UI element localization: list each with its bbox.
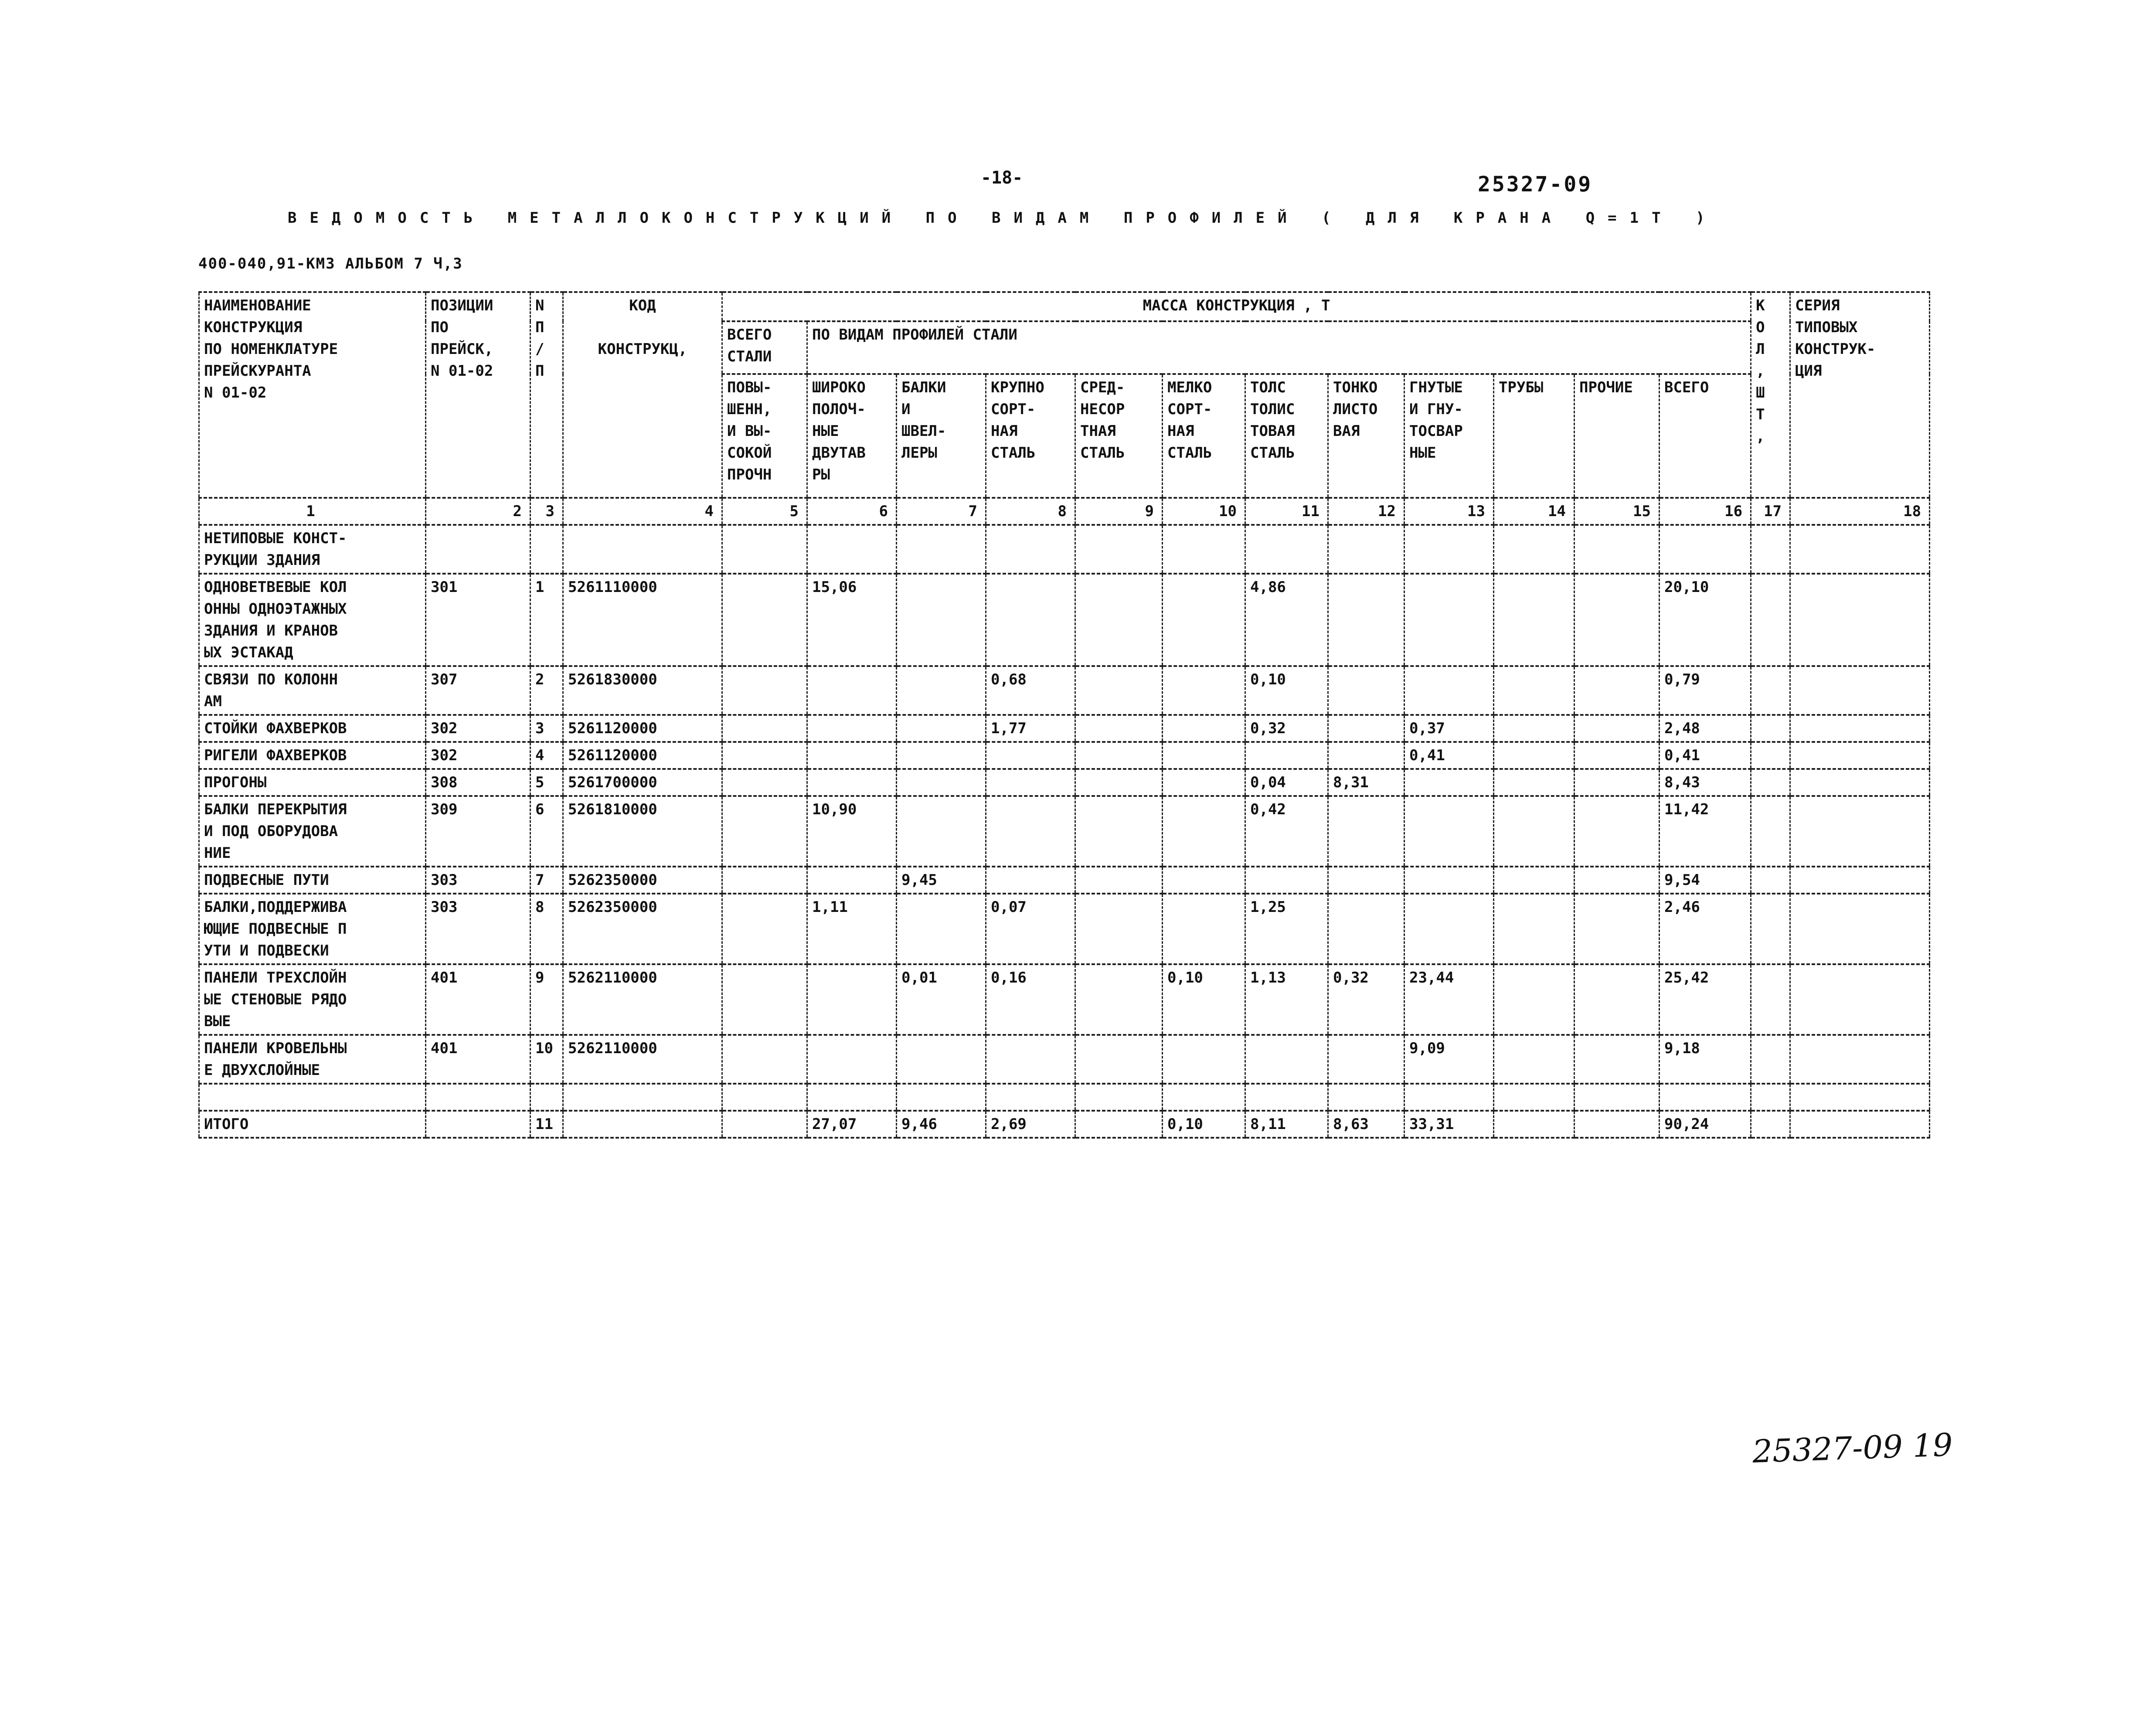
cell-empty xyxy=(1328,1084,1404,1111)
colnum: 13 xyxy=(1404,498,1494,525)
cell-empty xyxy=(530,1084,563,1111)
cell-pos xyxy=(426,525,530,574)
cell-c7 xyxy=(897,715,986,742)
cell-c8: 0,16 xyxy=(986,964,1075,1035)
header-item-number: N П / П xyxy=(530,292,563,498)
cell-c11: 4,86 xyxy=(1245,574,1328,666)
cell-c12 xyxy=(1328,742,1404,769)
cell-pos: 302 xyxy=(426,742,530,769)
cell-c9 xyxy=(1075,525,1163,574)
cell-c15 xyxy=(1574,1111,1660,1138)
cell-c5 xyxy=(722,1035,807,1084)
cell-c8 xyxy=(986,1035,1075,1084)
cell-c18 xyxy=(1790,964,1930,1035)
cell-c9 xyxy=(1075,715,1163,742)
cell-c12 xyxy=(1328,574,1404,666)
cell-c7 xyxy=(897,742,986,769)
cell-empty xyxy=(199,1084,426,1111)
header-col13: ГНУТЫЕ И ГНУ- ТОСВАР НЫЕ xyxy=(1404,374,1494,498)
handwritten-annotation: 25327-09 19 xyxy=(1751,1426,1953,1470)
cell-c14 xyxy=(1494,964,1574,1035)
cell-empty xyxy=(1075,1084,1163,1111)
cell-c16: 2,48 xyxy=(1660,715,1751,742)
cell-empty xyxy=(1494,1084,1574,1111)
cell-c7 xyxy=(897,525,986,574)
cell-c12 xyxy=(1328,525,1404,574)
cell-code: 5261700000 xyxy=(563,769,722,796)
cell-c13: 0,41 xyxy=(1404,742,1494,769)
cell-n: 4 xyxy=(530,742,563,769)
cell-c15 xyxy=(1574,796,1660,867)
colnum: 14 xyxy=(1494,498,1574,525)
cell-c6 xyxy=(807,769,897,796)
header-col11: ТОЛС ТОЛИС ТОВАЯ СТАЛЬ xyxy=(1245,374,1328,498)
colnum: 9 xyxy=(1075,498,1163,525)
cell-c16 xyxy=(1660,525,1751,574)
colnum: 5 xyxy=(722,498,807,525)
cell-c15 xyxy=(1574,742,1660,769)
cell-c14 xyxy=(1494,666,1574,715)
cell-c7 xyxy=(897,769,986,796)
cell-c11: 0,32 xyxy=(1245,715,1328,742)
cell-c18 xyxy=(1790,796,1930,867)
cell-c9 xyxy=(1075,769,1163,796)
cell-c17 xyxy=(1751,1035,1790,1084)
colnum: 15 xyxy=(1574,498,1660,525)
cell-c18 xyxy=(1790,867,1930,894)
cell-c9 xyxy=(1075,742,1163,769)
cell-c17 xyxy=(1751,525,1790,574)
cell-c10 xyxy=(1163,525,1245,574)
cell-c11: 0,42 xyxy=(1245,796,1328,867)
cell-code: 5261120000 xyxy=(563,715,722,742)
cell-c17 xyxy=(1751,867,1790,894)
cell-empty xyxy=(897,1084,986,1111)
cell-c13 xyxy=(1404,796,1494,867)
cell-empty xyxy=(1404,1084,1494,1111)
cell-c11: 1,25 xyxy=(1245,894,1328,964)
colnum: 6 xyxy=(807,498,897,525)
cell-c14 xyxy=(1494,867,1574,894)
cell-c16: 25,42 xyxy=(1660,964,1751,1035)
header-col16: ВСЕГО xyxy=(1660,374,1751,498)
document-title: ВЕДОМОСТЬ МЕТАЛЛОКОНСТРУКЦИЙ ПО ВИДАМ ПРОФИЛЕЙ ( ДЛЯ КРАНА Q=1Т ) xyxy=(288,209,1718,227)
cell-n: 9 xyxy=(530,964,563,1035)
cell-c6 xyxy=(807,964,897,1035)
cell-n: 7 xyxy=(530,867,563,894)
header-row-1 xyxy=(199,292,1930,321)
cell-n: 11 xyxy=(530,1111,563,1138)
cell-c18 xyxy=(1790,525,1930,574)
steel-profile-table xyxy=(198,291,1930,1139)
header-col12: ТОНКО ЛИСТО ВАЯ xyxy=(1328,374,1404,498)
cell-c8: 1,77 xyxy=(986,715,1075,742)
cell-c7 xyxy=(897,894,986,964)
cell-n: 1 xyxy=(530,574,563,666)
cell-name: СТОЙКИ ФАХВЕРКОВ xyxy=(199,715,426,742)
header-by-profile: ПО ВИДАМ ПРОФИЛЕЙ СТАЛИ xyxy=(807,321,1751,374)
cell-c15 xyxy=(1574,1035,1660,1084)
cell-c8 xyxy=(986,742,1075,769)
header-col6: ШИРОКО ПОЛОЧ- НЫЕ ДВУТАВ РЫ xyxy=(807,374,897,498)
table-row xyxy=(199,525,1930,574)
cell-c5 xyxy=(722,525,807,574)
cell-c10 xyxy=(1163,574,1245,666)
blank-row xyxy=(199,1084,1930,1111)
cell-c12 xyxy=(1328,867,1404,894)
cell-c15 xyxy=(1574,769,1660,796)
cell-c5 xyxy=(722,715,807,742)
cell-c13 xyxy=(1404,574,1494,666)
cell-name: ПАНЕЛИ ТРЕХСЛОЙН ЫЕ СТЕНОВЫЕ РЯДО ВЫЕ xyxy=(199,964,426,1035)
cell-c15 xyxy=(1574,894,1660,964)
cell-c16: 0,41 xyxy=(1660,742,1751,769)
cell-c12 xyxy=(1328,715,1404,742)
cell-code xyxy=(563,525,722,574)
cell-c17 xyxy=(1751,796,1790,867)
cell-c18 xyxy=(1790,769,1930,796)
cell-c9 xyxy=(1075,796,1163,867)
cell-name: РИГЕЛИ ФАХВЕРКОВ xyxy=(199,742,426,769)
cell-c13 xyxy=(1404,867,1494,894)
cell-c7: 9,46 xyxy=(897,1111,986,1138)
cell-c6 xyxy=(807,715,897,742)
cell-c13: 0,37 xyxy=(1404,715,1494,742)
cell-name: НЕТИПОВЫЕ КОНСТ- РУКЦИИ ЗДАНИЯ xyxy=(199,525,426,574)
cell-c8 xyxy=(986,574,1075,666)
cell-c14 xyxy=(1494,894,1574,964)
colnum: 7 xyxy=(897,498,986,525)
cell-c15 xyxy=(1574,867,1660,894)
cell-c6: 15,06 xyxy=(807,574,897,666)
cell-c11: 8,11 xyxy=(1245,1111,1328,1138)
cell-c13 xyxy=(1404,894,1494,964)
album-reference: 400-040,91-КМЗ АЛЬБОМ 7 Ч,3 xyxy=(198,255,463,272)
cell-c14 xyxy=(1494,796,1574,867)
colnum: 3 xyxy=(530,498,563,525)
cell-code: 5262110000 xyxy=(563,964,722,1035)
cell-c18 xyxy=(1790,1111,1930,1138)
table-row xyxy=(199,1035,1930,1084)
cell-c15 xyxy=(1574,525,1660,574)
cell-c13: 23,44 xyxy=(1404,964,1494,1035)
cell-c15 xyxy=(1574,574,1660,666)
cell-c8: 2,69 xyxy=(986,1111,1075,1138)
cell-pos: 401 xyxy=(426,964,530,1035)
cell-c15 xyxy=(1574,964,1660,1035)
cell-c11: 0,04 xyxy=(1245,769,1328,796)
cell-c15 xyxy=(1574,666,1660,715)
colnum: 17 xyxy=(1751,498,1790,525)
cell-c18 xyxy=(1790,894,1930,964)
cell-pos: 309 xyxy=(426,796,530,867)
cell-c6 xyxy=(807,1035,897,1084)
cell-n: 10 xyxy=(530,1035,563,1084)
cell-c6 xyxy=(807,742,897,769)
cell-c13 xyxy=(1404,666,1494,715)
cell-n: 2 xyxy=(530,666,563,715)
cell-c14 xyxy=(1494,742,1574,769)
cell-c6 xyxy=(807,666,897,715)
cell-c17 xyxy=(1751,769,1790,796)
cell-c15 xyxy=(1574,715,1660,742)
colnum: 10 xyxy=(1163,498,1245,525)
cell-code: 5261110000 xyxy=(563,574,722,666)
cell-c10 xyxy=(1163,894,1245,964)
cell-c7 xyxy=(897,796,986,867)
table-row xyxy=(199,666,1930,715)
cell-name: ОДНОВЕТВЕВЫЕ КОЛ ОННЫ ОДНОЭТАЖНЫХ ЗДАНИЯ И КРАНОВ ЫХ ЭСТАКАД xyxy=(199,574,426,666)
cell-c10 xyxy=(1163,769,1245,796)
cell-c9 xyxy=(1075,1035,1163,1084)
cell-n: 6 xyxy=(530,796,563,867)
cell-c17 xyxy=(1751,574,1790,666)
colnum: 1 xyxy=(199,498,426,525)
cell-empty xyxy=(1751,1084,1790,1111)
table-row xyxy=(199,894,1930,964)
cell-c5 xyxy=(722,574,807,666)
cell-c12: 8,31 xyxy=(1328,769,1404,796)
cell-c17 xyxy=(1751,666,1790,715)
cell-c12 xyxy=(1328,796,1404,867)
header-col15: ПРОЧИЕ xyxy=(1574,374,1660,498)
cell-c7: 0,01 xyxy=(897,964,986,1035)
cell-c12: 0,32 xyxy=(1328,964,1404,1035)
cell-c6: 1,11 xyxy=(807,894,897,964)
cell-n: 5 xyxy=(530,769,563,796)
document-code: 25327-09 xyxy=(1478,172,1593,197)
cell-c8: 0,07 xyxy=(986,894,1075,964)
colnum: 11 xyxy=(1245,498,1328,525)
cell-c14 xyxy=(1494,1111,1574,1138)
cell-c10: 0,10 xyxy=(1163,1111,1245,1138)
header-col10: МЕЛКО СОРТ- НАЯ СТАЛЬ xyxy=(1163,374,1245,498)
cell-c12 xyxy=(1328,666,1404,715)
cell-empty xyxy=(1245,1084,1328,1111)
header-code: КОД КОНСТРУКЦ, xyxy=(563,292,722,498)
cell-n xyxy=(530,525,563,574)
cell-n: 3 xyxy=(530,715,563,742)
cell-c10 xyxy=(1163,867,1245,894)
cell-c5 xyxy=(722,796,807,867)
cell-empty xyxy=(722,1084,807,1111)
header-total-steel: ВСЕГО СТАЛИ xyxy=(722,321,807,374)
cell-pos xyxy=(426,1111,530,1138)
cell-code: 5262110000 xyxy=(563,1035,722,1084)
table-row xyxy=(199,796,1930,867)
cell-pos: 401 xyxy=(426,1035,530,1084)
cell-c5 xyxy=(722,867,807,894)
cell-c10: 0,10 xyxy=(1163,964,1245,1035)
cell-pos: 307 xyxy=(426,666,530,715)
header-col14: ТРУБЫ xyxy=(1494,374,1574,498)
cell-c5 xyxy=(722,769,807,796)
cell-c8 xyxy=(986,769,1075,796)
cell-c17 xyxy=(1751,1111,1790,1138)
colnum: 12 xyxy=(1328,498,1404,525)
table-row xyxy=(199,964,1930,1035)
cell-c5 xyxy=(722,666,807,715)
cell-c5 xyxy=(722,964,807,1035)
cell-c6 xyxy=(807,867,897,894)
cell-pos: 302 xyxy=(426,715,530,742)
cell-c8: 0,68 xyxy=(986,666,1075,715)
cell-c18 xyxy=(1790,574,1930,666)
cell-c14 xyxy=(1494,525,1574,574)
cell-c7 xyxy=(897,574,986,666)
cell-name: ПРОГОНЫ xyxy=(199,769,426,796)
cell-name: СВЯЗИ ПО КОЛОНН АМ xyxy=(199,666,426,715)
cell-c16: 9,18 xyxy=(1660,1035,1751,1084)
cell-code: 5262350000 xyxy=(563,894,722,964)
cell-c18 xyxy=(1790,715,1930,742)
cell-c5 xyxy=(722,1111,807,1138)
cell-c14 xyxy=(1494,574,1574,666)
colnum: 18 xyxy=(1790,498,1930,525)
cell-c14 xyxy=(1494,769,1574,796)
cell-empty xyxy=(563,1084,722,1111)
cell-c7 xyxy=(897,1035,986,1084)
cell-c11 xyxy=(1245,525,1328,574)
cell-c11 xyxy=(1245,742,1328,769)
header-col8: КРУПНО СОРТ- НАЯ СТАЛЬ xyxy=(986,374,1075,498)
cell-empty xyxy=(1163,1084,1245,1111)
cell-pos: 303 xyxy=(426,894,530,964)
cell-c10 xyxy=(1163,666,1245,715)
cell-c6: 27,07 xyxy=(807,1111,897,1138)
cell-c8 xyxy=(986,525,1075,574)
colnum: 16 xyxy=(1660,498,1751,525)
header-position: ПОЗИЦИИ ПО ПРЕЙСК, N 01-02 xyxy=(426,292,530,498)
cell-c8 xyxy=(986,867,1075,894)
cell-c12 xyxy=(1328,894,1404,964)
cell-name: БАЛКИ,ПОДДЕРЖИВА ЮЩИЕ ПОДВЕСНЫЕ П УТИ И ПОДВЕСКИ xyxy=(199,894,426,964)
cell-c16: 2,46 xyxy=(1660,894,1751,964)
header-mass: МАССА КОНСТРУКЦИЯ , Т xyxy=(722,292,1751,321)
colnum: 4 xyxy=(563,498,722,525)
cell-c11: 1,13 xyxy=(1245,964,1328,1035)
cell-c16: 90,24 xyxy=(1660,1111,1751,1138)
cell-c18 xyxy=(1790,666,1930,715)
cell-c13 xyxy=(1404,769,1494,796)
cell-n: 8 xyxy=(530,894,563,964)
cell-name: БАЛКИ ПЕРЕКРЫТИЯ И ПОД ОБОРУДОВА НИЕ xyxy=(199,796,426,867)
cell-c13 xyxy=(1404,525,1494,574)
cell-name: ПОДВЕСНЫЕ ПУТИ xyxy=(199,867,426,894)
cell-c5 xyxy=(722,742,807,769)
cell-c9 xyxy=(1075,574,1163,666)
header-col5: ПОВЫ- ШЕНН, И ВЫ- СОКОЙ ПРОЧН xyxy=(722,374,807,498)
cell-pos: 301 xyxy=(426,574,530,666)
cell-c9 xyxy=(1075,867,1163,894)
cell-c8 xyxy=(986,796,1075,867)
cell-name: ПАНЕЛИ КРОВЕЛЬНЫ Е ДВУХСЛОЙНЫЕ xyxy=(199,1035,426,1084)
cell-pos: 308 xyxy=(426,769,530,796)
header-col7: БАЛКИ И ШВЕЛ- ЛЕРЫ xyxy=(897,374,986,498)
cell-c17 xyxy=(1751,715,1790,742)
header-series: СЕРИЯ ТИПОВЫХ КОНСТРУК- ЦИЯ xyxy=(1790,292,1930,498)
header-name: НАИМЕНОВАНИЕ КОНСТРУКЦИЯ ПО НОМЕНКЛАТУРЕ ПРЕЙСКУРАНТА N 01-02 xyxy=(199,292,426,498)
cell-empty xyxy=(1790,1084,1930,1111)
cell-code: 5262350000 xyxy=(563,867,722,894)
cell-c9 xyxy=(1075,964,1163,1035)
table-row xyxy=(199,574,1930,666)
cell-c10 xyxy=(1163,1035,1245,1084)
cell-c7: 9,45 xyxy=(897,867,986,894)
cell-c6 xyxy=(807,525,897,574)
cell-c16: 9,54 xyxy=(1660,867,1751,894)
cell-code: 5261120000 xyxy=(563,742,722,769)
cell-empty xyxy=(1660,1084,1751,1111)
cell-c10 xyxy=(1163,715,1245,742)
cell-c17 xyxy=(1751,742,1790,769)
cell-c9 xyxy=(1075,666,1163,715)
cell-c5 xyxy=(722,894,807,964)
cell-c17 xyxy=(1751,964,1790,1035)
cell-c11 xyxy=(1245,1035,1328,1084)
cell-pos: 303 xyxy=(426,867,530,894)
cell-c14 xyxy=(1494,715,1574,742)
cell-code: 5261830000 xyxy=(563,666,722,715)
cell-empty xyxy=(1574,1084,1660,1111)
cell-c16: 11,42 xyxy=(1660,796,1751,867)
cell-c9 xyxy=(1075,1111,1163,1138)
cell-c16: 20,10 xyxy=(1660,574,1751,666)
total-row xyxy=(199,1111,1930,1138)
cell-c18 xyxy=(1790,742,1930,769)
cell-c6: 10,90 xyxy=(807,796,897,867)
table-row xyxy=(199,742,1930,769)
header-col9: СРЕД- НЕСОР ТНАЯ СТАЛЬ xyxy=(1075,374,1163,498)
cell-c9 xyxy=(1075,894,1163,964)
cell-empty xyxy=(426,1084,530,1111)
table-row xyxy=(199,769,1930,796)
header-quantity: К О Л , Ш Т , xyxy=(1751,292,1790,498)
cell-c17 xyxy=(1751,894,1790,964)
table-row xyxy=(199,867,1930,894)
table-row xyxy=(199,715,1930,742)
cell-c13: 33,31 xyxy=(1404,1111,1494,1138)
cell-c12 xyxy=(1328,1035,1404,1084)
cell-code: 5261810000 xyxy=(563,796,722,867)
cell-c7 xyxy=(897,666,986,715)
cell-c12: 8,63 xyxy=(1328,1111,1404,1138)
cell-c18 xyxy=(1790,1035,1930,1084)
cell-code xyxy=(563,1111,722,1138)
cell-c16: 0,79 xyxy=(1660,666,1751,715)
cell-c10 xyxy=(1163,742,1245,769)
cell-empty xyxy=(807,1084,897,1111)
column-number-row xyxy=(199,498,1930,525)
cell-c10 xyxy=(1163,796,1245,867)
cell-c13: 9,09 xyxy=(1404,1035,1494,1084)
cell-c16: 8,43 xyxy=(1660,769,1751,796)
cell-c14 xyxy=(1494,1035,1574,1084)
colnum: 8 xyxy=(986,498,1075,525)
cell-empty xyxy=(986,1084,1075,1111)
cell-c11: 0,10 xyxy=(1245,666,1328,715)
colnum: 2 xyxy=(426,498,530,525)
cell-c11 xyxy=(1245,867,1328,894)
cell-name: ИТОГО xyxy=(199,1111,426,1138)
page-number: -18- xyxy=(981,168,1023,188)
